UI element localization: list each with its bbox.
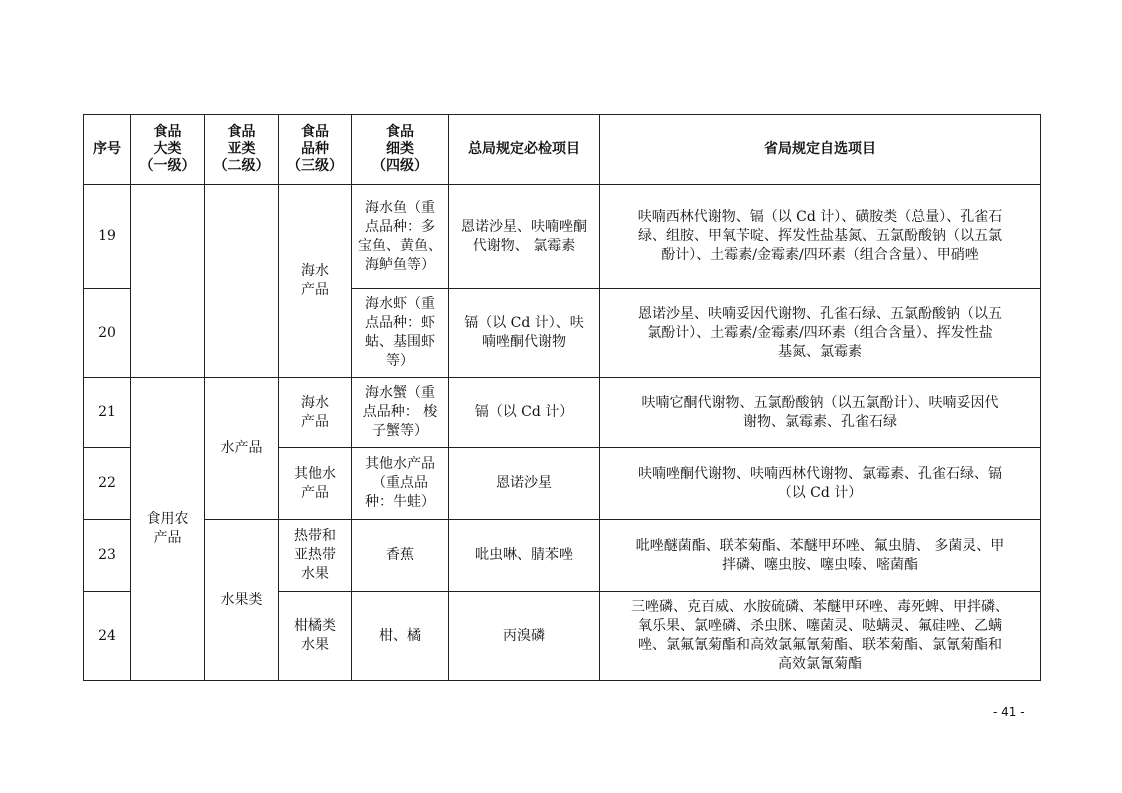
- text-line: （三级）: [287, 158, 343, 174]
- text-line: 蛄、基围虾: [365, 334, 435, 350]
- text-line: 拌磷、噻虫胺、噻虫嗪、嘧菌酯: [722, 556, 918, 573]
- text-line: 唑、氯氟氰菊酯和高效氯氟氰菊酯、联苯菊酯、氯氰菊酯和: [638, 637, 1002, 653]
- cat2-aquatic-cell: 水产品: [205, 378, 279, 520]
- text-line: 亚热带: [294, 547, 336, 563]
- row-seq: 20: [84, 289, 131, 378]
- cat1-cell-empty: [131, 185, 205, 378]
- text-line: 香蕉: [386, 547, 414, 563]
- text-line: 柑、橘: [379, 627, 421, 644]
- text-line: 产品: [153, 530, 182, 546]
- cat4-cell: [352, 592, 449, 681]
- row-seq: 24: [84, 592, 131, 681]
- cat4-cell: [352, 185, 449, 289]
- text-line: 点品种：虾: [365, 315, 435, 331]
- table-row: [84, 378, 1041, 448]
- text-line: （四级）: [372, 158, 428, 174]
- text-line: 呋喃它酮代谢物、五氯酚酸钠（以五氯酚计）、呋喃妥因代: [641, 394, 999, 411]
- text-line: 细类: [386, 141, 414, 157]
- optional-cell: [600, 378, 1041, 448]
- cat3-cell: [279, 448, 352, 520]
- optional-cell: [600, 448, 1041, 520]
- header-cat4: [352, 115, 449, 185]
- text-line: 氯酚计）、土霉素/金霉素/四环素（组合含量）、挥发性盐: [647, 324, 993, 341]
- row-seq: 19: [84, 185, 131, 289]
- text-line: 丙溴磷: [503, 627, 545, 644]
- text-line: 食品: [386, 124, 414, 140]
- text-line: 镉（以 Cd 计）、呋: [464, 315, 584, 331]
- text-line: 点品种：多: [365, 218, 435, 235]
- text-line: 产品: [301, 413, 329, 430]
- text-line: 呋喃西林代谢物、镉（以 Cd 计）、磺胺类（总量）、孔雀石: [637, 209, 1003, 225]
- text-line: 等）: [386, 353, 414, 369]
- text-line: 高效氯氰菊酯: [778, 656, 862, 672]
- text-line: 食品: [153, 124, 182, 140]
- text-line: 基氮、氯霉素: [778, 343, 862, 360]
- mandatory-cell: [449, 185, 600, 289]
- text-line: 恩诺沙星、呋喃唑酮: [461, 218, 587, 235]
- text-line: 食品: [301, 124, 329, 140]
- text-line: 海水: [301, 394, 329, 411]
- header-cat3: [279, 115, 352, 185]
- header-cat1: [131, 115, 205, 185]
- text-line: 其他水产品: [365, 456, 435, 472]
- optional-cell: [600, 289, 1041, 378]
- optional-cell: [600, 185, 1041, 289]
- text-line: 镉（以 Cd 计）: [474, 404, 574, 420]
- text-line: 食品: [227, 124, 256, 140]
- row-seq: 22: [84, 448, 131, 520]
- mandatory-cell: [449, 592, 600, 681]
- text-line: 点品种： 梭: [362, 404, 438, 420]
- cat3-cell: [279, 520, 352, 592]
- text-line: （二级）: [213, 158, 270, 174]
- mandatory-cell: [449, 289, 600, 378]
- text-line: 海水鱼（重: [365, 199, 435, 216]
- cat4-cell: [352, 448, 449, 520]
- text-line: （一级）: [139, 158, 196, 174]
- page-number: - 41 -: [993, 705, 1025, 719]
- text-line: 品种: [301, 141, 329, 157]
- text-line: 水果: [301, 637, 329, 653]
- table-row: [84, 185, 1041, 289]
- text-line: 柑橘类: [294, 618, 336, 634]
- text-line: 氧乐果、氯唑磷、杀虫脒、噻菌灵、哒螨灵、氟硅唑、乙螨: [638, 618, 1002, 634]
- text-line: 海水: [301, 263, 329, 279]
- text-line: 海水蟹（重: [365, 385, 435, 401]
- optional-cell: [600, 592, 1041, 681]
- text-line: 其他水: [294, 465, 336, 482]
- header-optional: 省局规定自选项目: [600, 115, 1041, 185]
- text-line: 吡唑醚菌酯、联苯菊酯、苯醚甲环唑、氟虫腈、 多菌灵、甲: [635, 537, 1005, 554]
- header-mandatory: 总局规定必检项目: [449, 115, 600, 185]
- mandatory-cell: [449, 520, 600, 592]
- text-line: 大类: [153, 141, 182, 157]
- text-line: 恩诺沙星: [496, 475, 552, 491]
- text-line: 产品: [301, 484, 329, 501]
- cat3-seawater-cell: [279, 185, 352, 378]
- text-line: 吡虫啉、腈苯唑: [475, 547, 573, 563]
- text-line: 水果: [301, 566, 329, 582]
- text-line: 海水虾（重: [365, 296, 435, 312]
- text-line: 产品: [301, 282, 329, 298]
- table-row: [84, 520, 1041, 592]
- text-line: 食用农: [146, 511, 189, 527]
- text-line: 酚计）、土霉素/金霉素/四环素（组合含量）、甲硝唑: [661, 247, 979, 263]
- text-line: （重点品: [372, 475, 428, 491]
- header-cat2: [205, 115, 279, 185]
- text-line: 热带和: [294, 528, 336, 544]
- text-line: 种：牛蛙）: [365, 494, 435, 510]
- text-line: 亚类: [227, 141, 256, 157]
- text-line: 子蟹等）: [372, 423, 428, 439]
- cat3-cell: [279, 378, 352, 448]
- cat2-cell-empty: [205, 185, 279, 378]
- mandatory-cell: [449, 448, 600, 520]
- text-line: 绿、组胺、甲氧苄啶、挥发性盐基氮、五氯酚酸钠（以五氯: [638, 228, 1002, 244]
- cat1-food-agri-cell: [131, 378, 205, 681]
- cat4-cell: [352, 289, 449, 378]
- mandatory-cell: [449, 378, 600, 448]
- cat4-cell: [352, 520, 449, 592]
- text-line: 海鲈鱼等）: [365, 256, 435, 273]
- text-line: 代谢物、 氯霉素: [472, 237, 576, 254]
- text-line: 谢物、氯霉素、孔雀石绿: [743, 413, 897, 430]
- text-line: 宝鱼、黄鱼、: [358, 237, 442, 254]
- food-inspection-table: [83, 114, 1041, 681]
- header-row: [84, 115, 1041, 185]
- cat3-cell: [279, 592, 352, 681]
- text-line: 恩诺沙星、呋喃妥因代谢物、孔雀石绿、五氯酚酸钠（以五: [638, 305, 1002, 322]
- text-line: （以 Cd 计）: [777, 484, 863, 501]
- row-seq: 23: [84, 520, 131, 592]
- header-seq: 序号: [84, 115, 131, 185]
- cat2-fruit-cell: 水果类: [205, 520, 279, 681]
- optional-cell: [600, 520, 1041, 592]
- cat4-cell: [352, 378, 449, 448]
- text-line: 喃唑酮代谢物: [482, 334, 566, 350]
- row-seq: 21: [84, 378, 131, 448]
- text-line: 三唑磷、克百威、水胺硫磷、苯醚甲环唑、毒死蜱、甲拌磷、: [631, 599, 1009, 615]
- text-line: 呋喃唑酮代谢物、呋喃西林代谢物、氯霉素、孔雀石绿、镉: [638, 465, 1002, 482]
